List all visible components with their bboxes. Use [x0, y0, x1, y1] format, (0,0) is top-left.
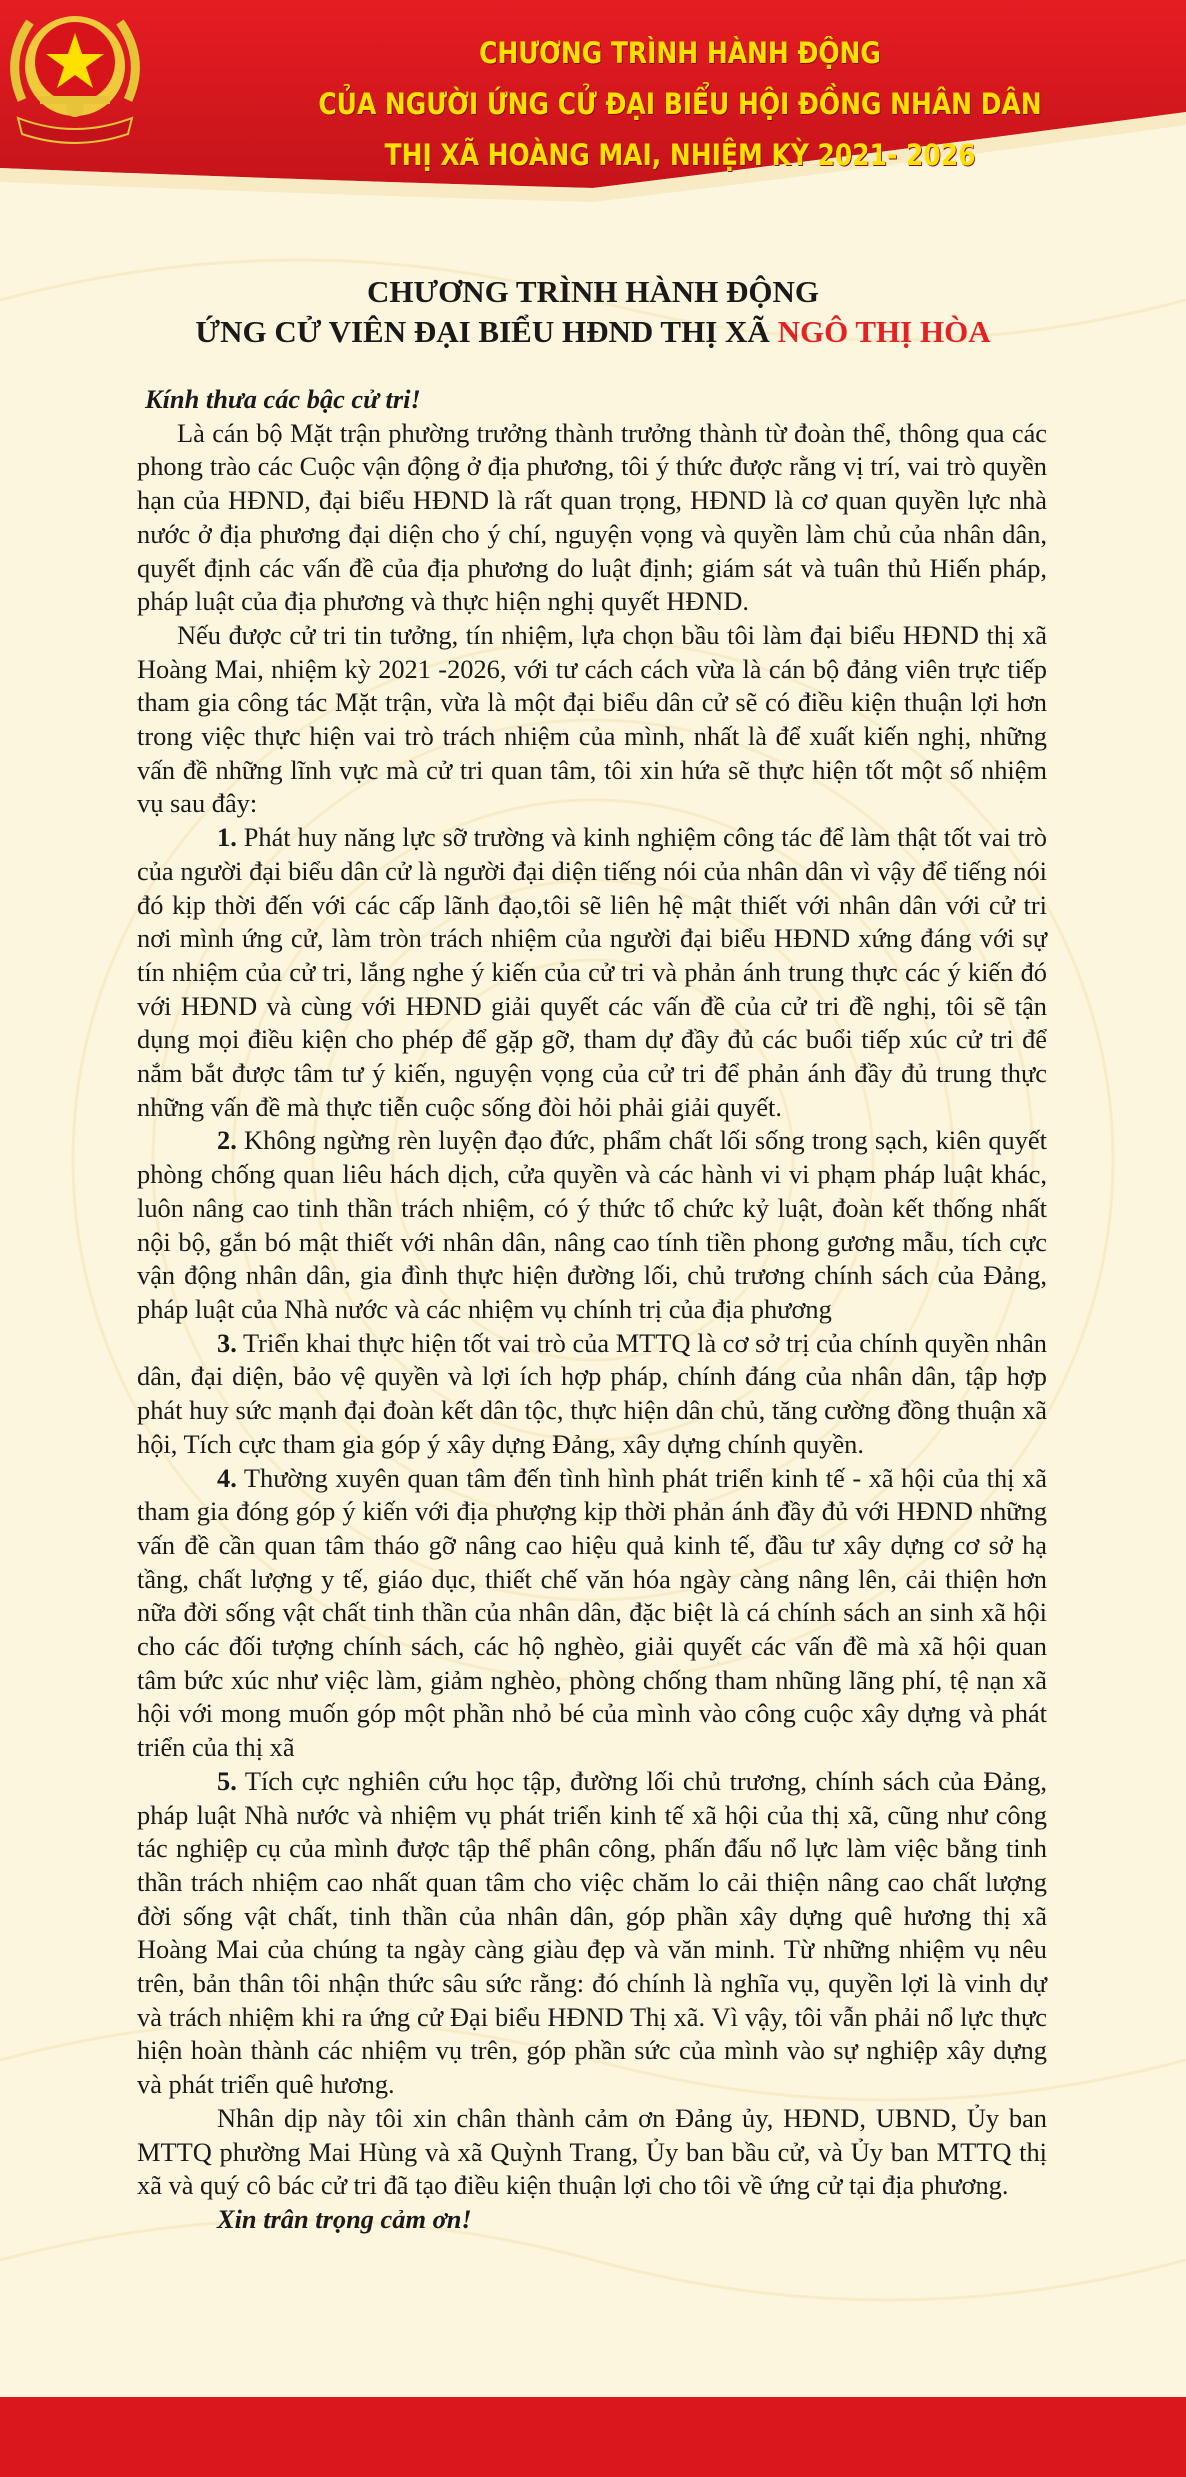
item-text: Phát huy năng lực sỡ trường và kinh nghiệm công tác để làm thật tốt vai trò của người đại biểu dân cử là người đại diện tiếng nói của nhân dân vì vậy để tiếng nói đó kịp thời đến với các cấp lãnh đạo,tôi sẽ liên hệ mật thiết với nhân dân với cử tri nơi mình ứng cử, làm tròn trách nhiệm của người đại biểu HĐND xứng đáng với sự tín nhiệm của cử tri, lắng nghe ý kiến của cử tri và phản ánh trung thực các ý kiến đó với HĐND và cùng với HĐND giải quyết các vấn đề của cử tri đề nghị, tôi sẽ tận dụng mọi điều kiện cho phép để gặp gỡ, tham dự đầy đủ các buổi tiếp xúc cử tri để nắm bắt được tâm tư ý kiến, nguyện vọng của cử tri để phản ánh đầy đủ trung thực những vấn đề mà thực tiễn cuộc sống đòi hỏi phải giải quyết.: [137, 822, 1047, 1122]
item-number: 3.: [217, 1327, 237, 1358]
heading-prefix: ỨNG CỬ VIÊN ĐẠI BIỂU HĐND THỊ XÃ: [195, 314, 778, 349]
intro-paragraph-2: Nếu được cử tri tin tưởng, tín nhiệm, lựa chọn bầu tôi làm đại biểu HĐND thị xã Hoàng Mai, nhiệm kỳ 2021 -2026, với tư cách cách vừa là cán bộ đảng viên trực tiếp tham gia công tác Mặt trận, vừa là một đại biểu dân cử sẽ có điều kiện thuận lợi hơn trong việc thực hiện vai trò trách nhiệm của mình, nhất là để xuất kiến nghị, những vấn đề những lĩnh vực mà cử tri quan tâm, tôi xin hứa sẽ thực hiện tốt một số nhiệm vụ sau đây:: [137, 619, 1047, 819]
item-number: 2.: [217, 1125, 237, 1156]
document-body: [137, 383, 1047, 2237]
list-item: [137, 1327, 1047, 1462]
item-text: Tích cực nghiên cứu học tập, đường lối chủ trương, chính sách của Đảng, pháp luật Nhà nước và nhiệm vụ phát triển kinh tế xã hội của thị xã, cũng như công tác nghiệp cụ của mình được tập thể phân công, phấn đấu nổ lực làm việc bằng tinh thần trách nhiệm cao nhất quan tâm cho việc chăm lo cải thiện nâng cao chất lượng đời sống vật chất, tinh thần của nhân dân, góp phần xây dựng quê hương thị xã Hoàng Mai của chúng ta ngày càng giàu đẹp và văn minh. Từ những nhiệm vụ nêu trên, bản thân tôi nhận thức sâu sức rằng: đó chính là nghĩa vụ, quyền lợi là vinh dự và trách nhiệm khi ra ứng cử Đại biểu HĐND Thị xã. Vì vậy, tôi vẫn phải nổ lực thực hiện hoàn thành các nhiệm vụ trên, góp phần sức của mình vào sự nghiệp xây dựng và phát triển quê hương.: [137, 1765, 1047, 2100]
document-heading: [0, 272, 1186, 352]
banner-title-line-2: CỦA NGƯỜI ỨNG CỬ ĐẠI BIỂU HỘI ĐỒNG NHÂN DÂN: [318, 87, 1042, 121]
heading-line-2: [0, 312, 1186, 352]
item-number: 4.: [217, 1462, 237, 1493]
thanks-paragraph: Nhân dịp này tôi xin chân thành cảm ơn Đảng ủy, HĐND, UBND, Ủy ban MTTQ phường Mai Hùng và xã Quỳnh Trang, Ủy ban bầu cử, và Ủy ban MTTQ thị xã và quý cô bác cử tri đã tạo điều kiện thuận lợi cho tôi về ứng cử tại địa phương.: [137, 2102, 1047, 2201]
footer-bar: [0, 2397, 1186, 2477]
greeting: Kính thưa các bậc cử tri!: [145, 384, 421, 414]
national-emblem-icon: [0, 0, 150, 150]
banner-title-line-1: CHƯƠNG TRÌNH HÀNH ĐỘNG: [479, 36, 881, 70]
closing-line: Xin trân trọng cảm ơn!: [217, 2203, 472, 2234]
item-text: Triển khai thực hiện tốt vai trò của MTTQ là cơ sở trị của chính quyền nhân dân, đại diện, bảo vệ quyền và lợi ích hợp pháp, chính đáng của nhân dân, tập hợp phát huy sức mạnh đại đoàn kết dân tộc, thực hiện dân chủ, tăng cường đồng thuận xã hội, Tích cực tham gia góp ý xây dựng Đảng, xây dựng chính quyền.: [137, 1327, 1048, 1459]
item-text: Thường xuyên quan tâm đến tình hình phát triển kinh tế - xã hội của thị xã tham gia đóng góp ý kiến với địa phượng kịp thời phản ánh đầy đủ với HĐND những vấn đề cần quan tâm tháo gỡ nâng cao hiệu quả kinh tế, đầu tư xây dựng cơ sở hạ tầng, chất lượng y tế, giáo dục, thiết chế văn hóa ngày càng nâng lên, cải thiện hơn nữa đời sống vật chất tinh thần của nhân dân, đặc biệt là cá chính sách an sinh xã hội cho các đối tượng chính sách, các hộ nghèo, giải quyết các vấn đề mà xã hội quan tâm bức xúc như việc làm, giảm nghèo, phòng chống tham nhũng lãng phí, tệ nạn xã hội với mong muốn góp một phần nhỏ bé của mình vào công cuộc xây dựng và phát triển của thị xã: [137, 1462, 1047, 1763]
item-number: 5.: [217, 1765, 237, 1796]
list-item: [137, 1765, 1047, 2102]
list-item: [137, 1124, 1047, 1326]
heading-line-1: CHƯƠNG TRÌNH HÀNH ĐỘNG: [366, 274, 820, 309]
item-text: Không ngừng rèn luyện đạo đức, phẩm chất lối sống trong sạch, kiên quyết phòng chống quan liêu hách dịch, cửa quyền và các hành vi vi phạm pháp luật khác, luôn nâng cao tinh thần trách nhiệm, có ý thức tổ chức kỷ luật, đoàn kết thống nhất nội bộ, gắn bó mật thiết với nhân dân, nâng cao tính tiền phong gương mẫu, tích cực vận động nhân dân, gia đình thực hiện đường lối, chủ trương chính sách của Đảng, pháp luật của Nhà nước và các nhiệm vụ chính trị của địa phương: [137, 1125, 1047, 1324]
banner-title-line-3: THỊ XÃ HOÀNG MAI, NHIỆM KỲ 2021- 2026: [384, 138, 976, 172]
item-number: 1.: [217, 822, 237, 853]
header-banner: [0, 0, 1186, 205]
list-item: [137, 821, 1047, 1124]
list-item: [137, 1462, 1047, 1765]
candidate-name: NGÔ THỊ HÒA: [777, 314, 991, 349]
intro-paragraph-1: Là cán bộ Mặt trận phường trưởng thành trưởng thành từ đoàn thể, thông qua các phong trào các Cuộc vận động ở địa phương, tôi ý thức được rằng vị trí, vai trò quyền hạn của HĐND, đại biểu HĐND là rất quan trọng, HĐND là cơ quan quyền lực nhà nước ở địa phương đại diện cho ý chí, nguyện vọng và quyền làm chủ của nhân dân, quyết định các vấn đề của địa phương do luật định; giám sát và tuân thủ Hiến pháp, pháp luật của địa phương và thực hiện nghị quyết HĐND.: [137, 417, 1047, 617]
